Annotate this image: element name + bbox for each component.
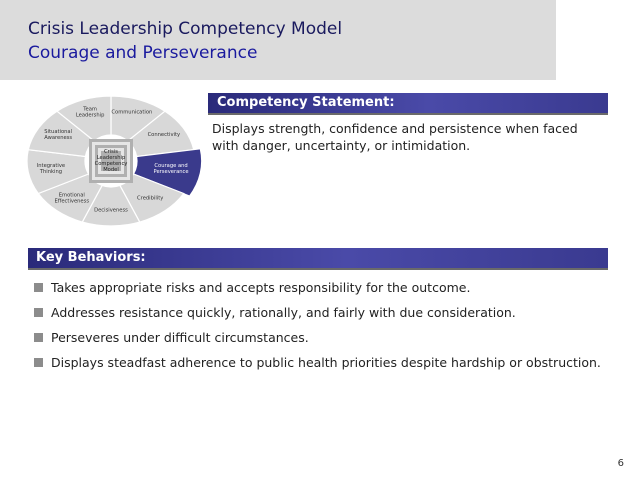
page-subtitle: Courage and Perseverance <box>28 43 258 63</box>
competency-statement-header: Competency Statement: <box>208 93 608 113</box>
page-number: 6 <box>617 458 624 469</box>
behavior-text: Displays steadfast adherence to public health priorities despite hardship or obstruction. <box>51 355 601 370</box>
title-banner <box>0 0 556 80</box>
behavior-item <box>34 329 609 346</box>
wheel-segment-label: Credibility <box>137 195 164 202</box>
wheel-segment-label: Integrative Thinking <box>36 162 66 175</box>
behavior-item <box>34 279 609 296</box>
behavior-text: Addresses resistance quickly, rationally, and fairly with due consideration. <box>51 305 516 320</box>
wheel-segment-label: Emotional Effectiveness <box>54 192 90 205</box>
wheel-center-label: Crisis Leadership Competency Model <box>94 149 128 173</box>
key-behaviors-list <box>34 279 609 379</box>
behavior-text: Perseveres under difficult circumstances. <box>51 330 309 345</box>
key-behaviors-header: Key Behaviors: <box>28 248 608 268</box>
behavior-item <box>34 304 609 321</box>
wheel-segment-label: Courage and Perseverance <box>153 162 189 175</box>
page-title: Crisis Leadership Competency Model <box>28 19 343 39</box>
wheel-segment-label: Decisiveness <box>94 207 128 214</box>
wheel-segment-label: Team Leadership <box>75 106 105 119</box>
behavior-text: Takes appropriate risks and accepts responsibility for the outcome. <box>51 280 471 295</box>
wheel-segment-label: Connectivity <box>147 131 181 138</box>
square-bullet-icon <box>34 308 43 317</box>
square-bullet-icon <box>34 358 43 367</box>
competency-wheel-diagram <box>26 93 204 233</box>
square-bullet-icon <box>34 333 43 342</box>
behavior-item <box>34 354 609 371</box>
competency-wheel-svg <box>26 93 204 233</box>
competency-statement-text: Displays strength, confidence and persistence when faced with danger, uncertainty, or intimidation. <box>212 121 578 153</box>
square-bullet-icon <box>34 283 43 292</box>
wheel-segment-label: Communication <box>111 109 153 116</box>
wheel-segment-label: Situational Awareness <box>44 128 73 141</box>
